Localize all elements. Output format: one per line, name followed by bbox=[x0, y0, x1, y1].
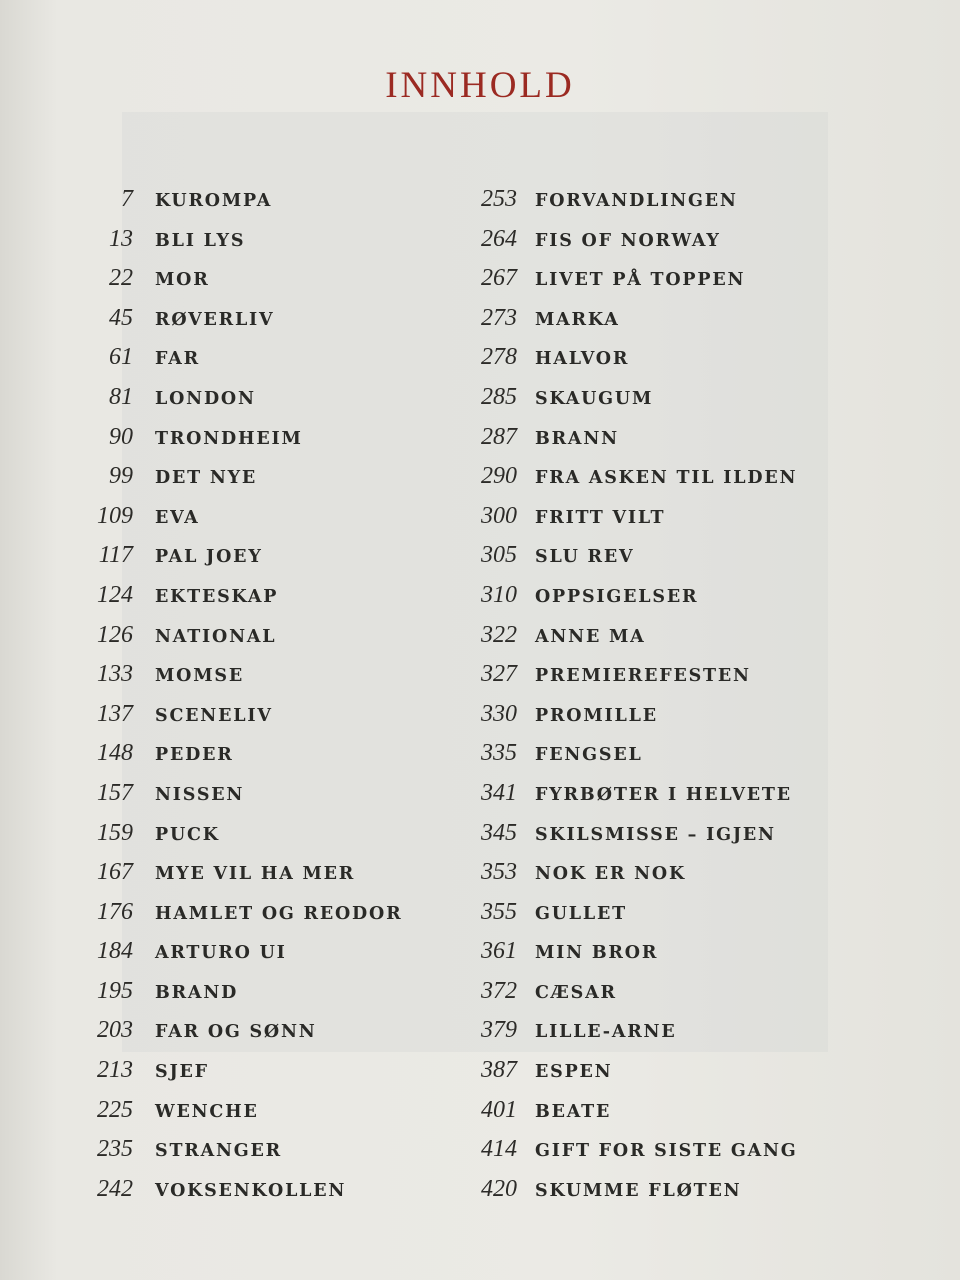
toc-page-number: 273 bbox=[481, 304, 517, 331]
toc-entry bbox=[445, 859, 825, 899]
toc-chapter-title: BEATE bbox=[535, 1101, 612, 1122]
toc-chapter-title: MIN BROR bbox=[535, 943, 659, 964]
toc-chapter-title: LONDON bbox=[155, 388, 256, 409]
toc-entry bbox=[445, 661, 825, 701]
toc-chapter-title: CÆSAR bbox=[535, 982, 617, 1003]
toc-chapter-title: SLU REV bbox=[535, 547, 635, 568]
toc-entry bbox=[445, 305, 825, 345]
toc-chapter-title: PEDER bbox=[155, 745, 234, 766]
toc-page-number: 235 bbox=[97, 1136, 133, 1163]
toc-entry bbox=[75, 582, 455, 622]
toc-page-number: 353 bbox=[481, 859, 517, 886]
toc-entry bbox=[75, 661, 455, 701]
toc-page-number: 253 bbox=[481, 186, 517, 212]
toc-page-number: 225 bbox=[97, 1096, 133, 1123]
toc-chapter-title: GIFT FOR SISTE GANG bbox=[535, 1141, 798, 1162]
toc-chapter-title: ESPEN bbox=[535, 1062, 613, 1083]
toc-entry bbox=[75, 1097, 455, 1137]
toc-entry bbox=[75, 186, 455, 226]
toc-chapter-title: FAR OG SØNN bbox=[155, 1022, 317, 1043]
toc-page-number: 305 bbox=[481, 542, 517, 569]
toc-entry bbox=[445, 463, 825, 503]
page-title: INNHOLD bbox=[385, 65, 575, 106]
toc-entry bbox=[445, 542, 825, 582]
toc-entry bbox=[445, 622, 825, 662]
toc-page-number: 117 bbox=[98, 542, 133, 569]
toc-left-column bbox=[75, 186, 455, 1215]
toc-page-number: 387 bbox=[481, 1057, 517, 1084]
toc-chapter-title: LIVET PÅ TOPPEN bbox=[535, 270, 746, 291]
toc-page-number: 61 bbox=[109, 344, 133, 371]
toc-page-number: 278 bbox=[481, 344, 517, 371]
toc-page-number: 322 bbox=[481, 621, 517, 648]
toc-chapter-title: OPPSIGELSER bbox=[535, 586, 699, 607]
toc-entry bbox=[445, 582, 825, 622]
toc-chapter-title: RØVERLIV bbox=[155, 309, 275, 330]
toc-entry bbox=[445, 186, 825, 226]
toc-page-number: 7 bbox=[121, 186, 133, 212]
toc-page-number: 401 bbox=[481, 1096, 517, 1123]
toc-page-number: 184 bbox=[97, 938, 133, 965]
toc-chapter-title: ANNE MA bbox=[535, 626, 646, 647]
toc-page-number: 124 bbox=[97, 581, 133, 608]
toc-chapter-title: EKTESKAP bbox=[155, 586, 279, 607]
toc-page-number: 148 bbox=[97, 740, 133, 767]
toc-entry bbox=[75, 463, 455, 503]
toc-chapter-title: PAL JOEY bbox=[155, 547, 263, 568]
toc-entry bbox=[445, 503, 825, 543]
toc-entry bbox=[445, 344, 825, 384]
toc-page-number: 355 bbox=[481, 898, 517, 925]
toc-page-number: 290 bbox=[481, 463, 517, 490]
toc-chapter-title: LILLE-ARNE bbox=[535, 1022, 677, 1043]
toc-page-number: 45 bbox=[109, 304, 133, 331]
toc-entry bbox=[75, 384, 455, 424]
toc-entry bbox=[75, 226, 455, 266]
toc-entry bbox=[445, 265, 825, 305]
toc-entry bbox=[75, 938, 455, 978]
toc-entry bbox=[75, 899, 455, 939]
toc-page-number: 167 bbox=[97, 859, 133, 886]
toc-page-number: 81 bbox=[109, 383, 133, 410]
toc-page-number: 300 bbox=[481, 502, 517, 529]
toc-entry bbox=[75, 780, 455, 820]
toc-page-number: 341 bbox=[481, 779, 517, 806]
toc-chapter-title: KUROMPA bbox=[155, 191, 273, 211]
toc-page-number: 213 bbox=[97, 1057, 133, 1084]
toc-page-number: 420 bbox=[481, 1175, 517, 1202]
toc-chapter-title: HAMLET OG REODOR bbox=[155, 903, 403, 924]
toc-entry bbox=[75, 1017, 455, 1057]
toc-page-number: 157 bbox=[97, 779, 133, 806]
toc-chapter-title: WENCHE bbox=[155, 1101, 259, 1122]
toc-page-number: 203 bbox=[97, 1017, 133, 1044]
toc-right-column bbox=[445, 186, 825, 1215]
toc-chapter-title: MYE VIL HA MER bbox=[155, 864, 356, 885]
toc-entry bbox=[75, 859, 455, 899]
toc-entry bbox=[445, 1057, 825, 1097]
toc-chapter-title: FAR bbox=[155, 349, 200, 370]
toc-entry bbox=[75, 701, 455, 741]
toc-page-number: 345 bbox=[481, 819, 517, 846]
toc-entry bbox=[75, 1176, 455, 1216]
toc-chapter-title: BRANN bbox=[535, 428, 619, 449]
toc-page-number: 176 bbox=[97, 898, 133, 925]
toc-entry bbox=[445, 1176, 825, 1216]
toc-chapter-title: MOR bbox=[155, 270, 210, 291]
toc-page-number: 22 bbox=[109, 265, 133, 292]
toc-chapter-title: MARKA bbox=[535, 309, 620, 330]
toc-page-number: 379 bbox=[481, 1017, 517, 1044]
toc-entry bbox=[75, 265, 455, 305]
toc-page-number: 310 bbox=[481, 581, 517, 608]
toc-entry bbox=[445, 1136, 825, 1176]
toc-chapter-title: BRAND bbox=[155, 982, 239, 1003]
toc-page-number: 159 bbox=[97, 819, 133, 846]
toc-entry bbox=[445, 780, 825, 820]
toc-chapter-title: PROMILLE bbox=[535, 705, 658, 726]
toc-entry bbox=[75, 820, 455, 860]
toc-chapter-title: SKUMME FLØTEN bbox=[535, 1180, 742, 1201]
toc-page-number: 267 bbox=[481, 265, 517, 292]
toc-chapter-title: GULLET bbox=[535, 903, 627, 924]
toc-entry bbox=[75, 542, 455, 582]
toc-entry bbox=[75, 978, 455, 1018]
toc-chapter-title: NATIONAL bbox=[155, 626, 277, 647]
toc-entry bbox=[75, 344, 455, 384]
toc-chapter-title: FRA ASKEN TIL ILDEN bbox=[535, 468, 798, 489]
toc-chapter-title: FRITT VILT bbox=[535, 507, 666, 528]
toc-entry bbox=[75, 305, 455, 345]
toc-chapter-title: NOK ER NOK bbox=[535, 864, 686, 885]
toc-chapter-title: EVA bbox=[155, 507, 200, 528]
toc-chapter-title: SCENELIV bbox=[155, 705, 273, 726]
toc-chapter-title: SKAUGUM bbox=[535, 388, 654, 409]
toc-chapter-title: STRANGER bbox=[155, 1141, 283, 1162]
toc-page-number: 133 bbox=[97, 661, 133, 688]
toc-page-number: 195 bbox=[97, 977, 133, 1004]
toc-entry bbox=[445, 740, 825, 780]
toc-entry bbox=[445, 226, 825, 266]
toc-entry bbox=[445, 424, 825, 464]
toc-chapter-title: FENGSEL bbox=[535, 745, 643, 766]
toc-entry bbox=[75, 740, 455, 780]
toc-entry bbox=[75, 1136, 455, 1176]
toc-chapter-title: FIS OF NORWAY bbox=[535, 230, 721, 251]
toc-page-number: 414 bbox=[481, 1136, 517, 1163]
toc-chapter-title: HALVOR bbox=[535, 349, 630, 370]
toc-page-number: 361 bbox=[481, 938, 517, 965]
toc-page-number: 330 bbox=[481, 700, 517, 727]
toc-entry bbox=[75, 503, 455, 543]
toc-page-number: 285 bbox=[481, 383, 517, 410]
toc-chapter-title: PREMIEREFESTEN bbox=[535, 666, 751, 687]
toc-page-number: 137 bbox=[97, 700, 133, 727]
toc-entry bbox=[445, 978, 825, 1018]
toc-chapter-title: ARTURO UI bbox=[155, 943, 287, 964]
toc-entry bbox=[75, 1057, 455, 1097]
toc-entry bbox=[445, 1097, 825, 1137]
toc-chapter-title: NISSEN bbox=[155, 784, 245, 805]
toc-entry bbox=[75, 622, 455, 662]
toc-chapter-title: PUCK bbox=[155, 824, 220, 845]
toc-page-number: 242 bbox=[97, 1175, 133, 1202]
toc-page-number: 126 bbox=[97, 621, 133, 648]
toc-page-number: 90 bbox=[109, 423, 133, 450]
toc-page-number: 264 bbox=[481, 225, 517, 252]
toc-entry bbox=[445, 820, 825, 860]
toc-chapter-title: FORVANDLINGEN bbox=[535, 191, 738, 211]
toc-entry bbox=[445, 1017, 825, 1057]
toc-page-number: 372 bbox=[481, 977, 517, 1004]
toc-chapter-title: MOMSE bbox=[155, 666, 244, 687]
toc-chapter-title: SKILSMISSE – IGJEN bbox=[535, 824, 776, 845]
toc-chapter-title: FYRBØTER I HELVETE bbox=[535, 784, 792, 805]
toc-entry bbox=[445, 899, 825, 939]
toc-page-number: 335 bbox=[481, 740, 517, 767]
toc-page-number: 99 bbox=[109, 463, 133, 490]
toc-entry bbox=[445, 384, 825, 424]
toc-page-number: 327 bbox=[481, 661, 517, 688]
toc-page-number: 287 bbox=[481, 423, 517, 450]
toc-page-number: 109 bbox=[97, 502, 133, 529]
toc-entry bbox=[445, 938, 825, 978]
toc-chapter-title: TRONDHEIM bbox=[155, 428, 303, 449]
toc-entry bbox=[445, 701, 825, 741]
toc-chapter-title: VOKSENKOLLEN bbox=[155, 1180, 347, 1201]
toc-chapter-title: BLI LYS bbox=[155, 230, 246, 251]
toc-entry bbox=[75, 424, 455, 464]
toc-page-number: 13 bbox=[109, 225, 133, 252]
toc-chapter-title: SJEF bbox=[155, 1062, 209, 1083]
toc-chapter-title: DET NYE bbox=[155, 468, 258, 489]
